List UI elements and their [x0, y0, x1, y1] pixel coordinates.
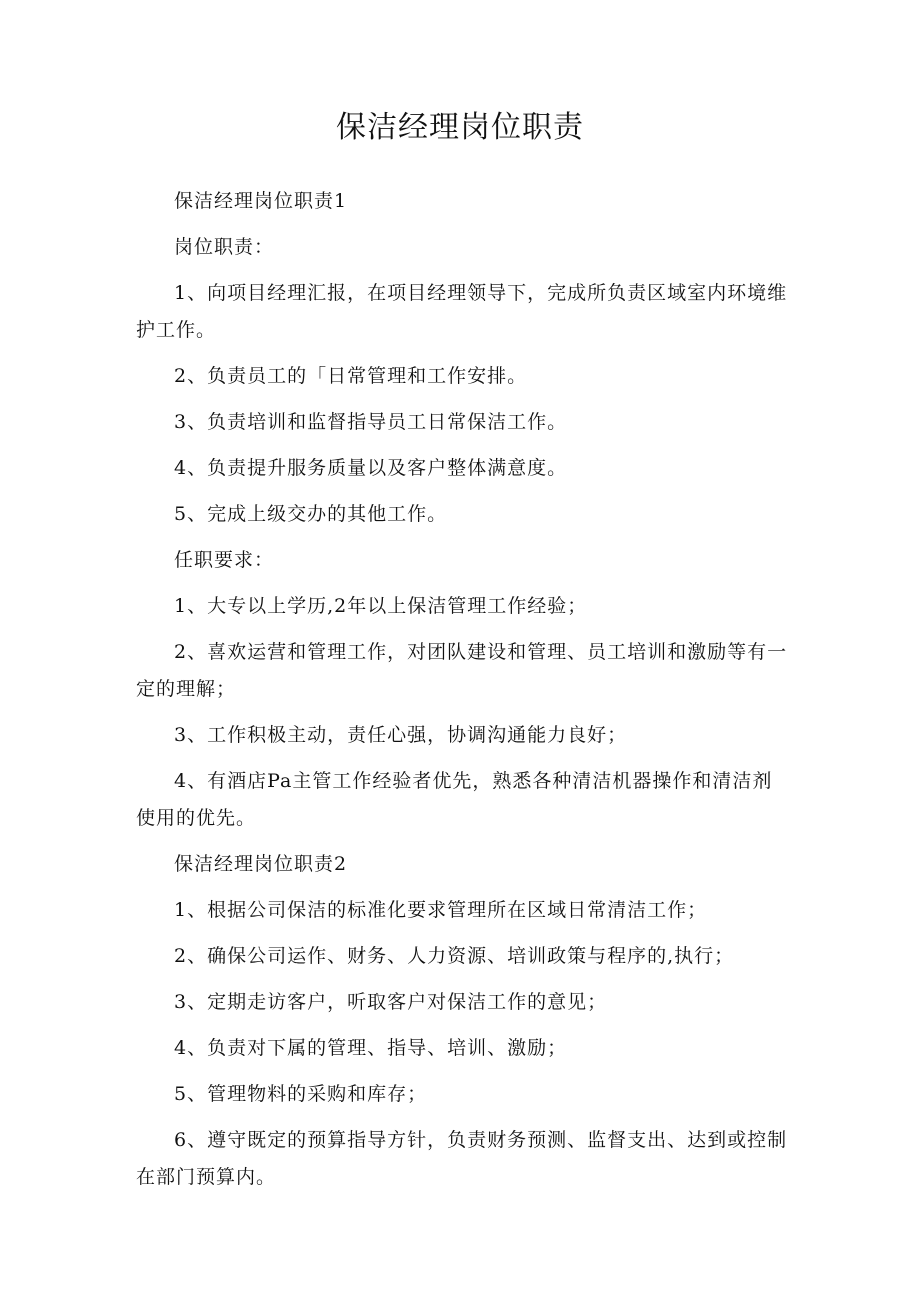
section2-item-4: 4、负责对下属的管理、指导、培训、激励；	[174, 1037, 568, 1059]
requirement-item-4: 4、有酒店Pa主管工作经验者优先，熟悉各种清洁机器操作和清洁剂使用的优先。	[136, 770, 773, 829]
requirements-heading: 任职要求：	[174, 549, 275, 571]
section2-item-1: 1、根据公司保洁的标准化要求管理所在区域日常清洁工作；	[174, 899, 708, 921]
section2-item-5: 5、管理物料的采购和库存；	[174, 1083, 428, 1105]
requirement-item-1: 1、大专以上学历,2年以上保洁管理工作经验；	[174, 595, 588, 617]
document-title: 保洁经理岗位职责	[336, 110, 584, 145]
duty-item-3: 3、负责培训和监督指导员工日常保洁工作。	[174, 411, 568, 433]
requirement-item-2: 2、喜欢运营和管理工作，对团队建设和管理、员工培训和激励等有一定的理解；	[136, 641, 788, 700]
section-heading-2: 保洁经理岗位职责2	[174, 853, 348, 875]
requirement-item-3: 3、工作积极主动，责任心强，协调沟通能力良好；	[174, 724, 628, 746]
section-heading-1: 保洁经理岗位职责1	[174, 190, 348, 212]
duty-item-2: 2、负责员工的「日常管理和工作安排。	[174, 365, 528, 387]
duty-item-4: 4、负责提升服务质量以及客户整体满意度。	[174, 457, 568, 479]
section2-item-6: 6、遵守既定的预算指导方针，负责财务预测、监督支出、达到或控制在部门预算内。	[136, 1129, 788, 1188]
duties-heading: 岗位职责：	[174, 236, 275, 258]
duty-item-1: 1、向项目经理汇报，在项目经理领导下，完成所负责区域室内环境维护工作。	[136, 282, 788, 341]
document-body	[136, 183, 788, 1205]
section2-item-2: 2、确保公司运作、财务、人力资源、培训政策与程序的,执行；	[174, 945, 735, 967]
section2-item-3: 3、定期走访客户，听取客户对保洁工作的意见；	[174, 991, 608, 1013]
duty-item-5: 5、完成上级交办的其他工作。	[174, 503, 448, 525]
